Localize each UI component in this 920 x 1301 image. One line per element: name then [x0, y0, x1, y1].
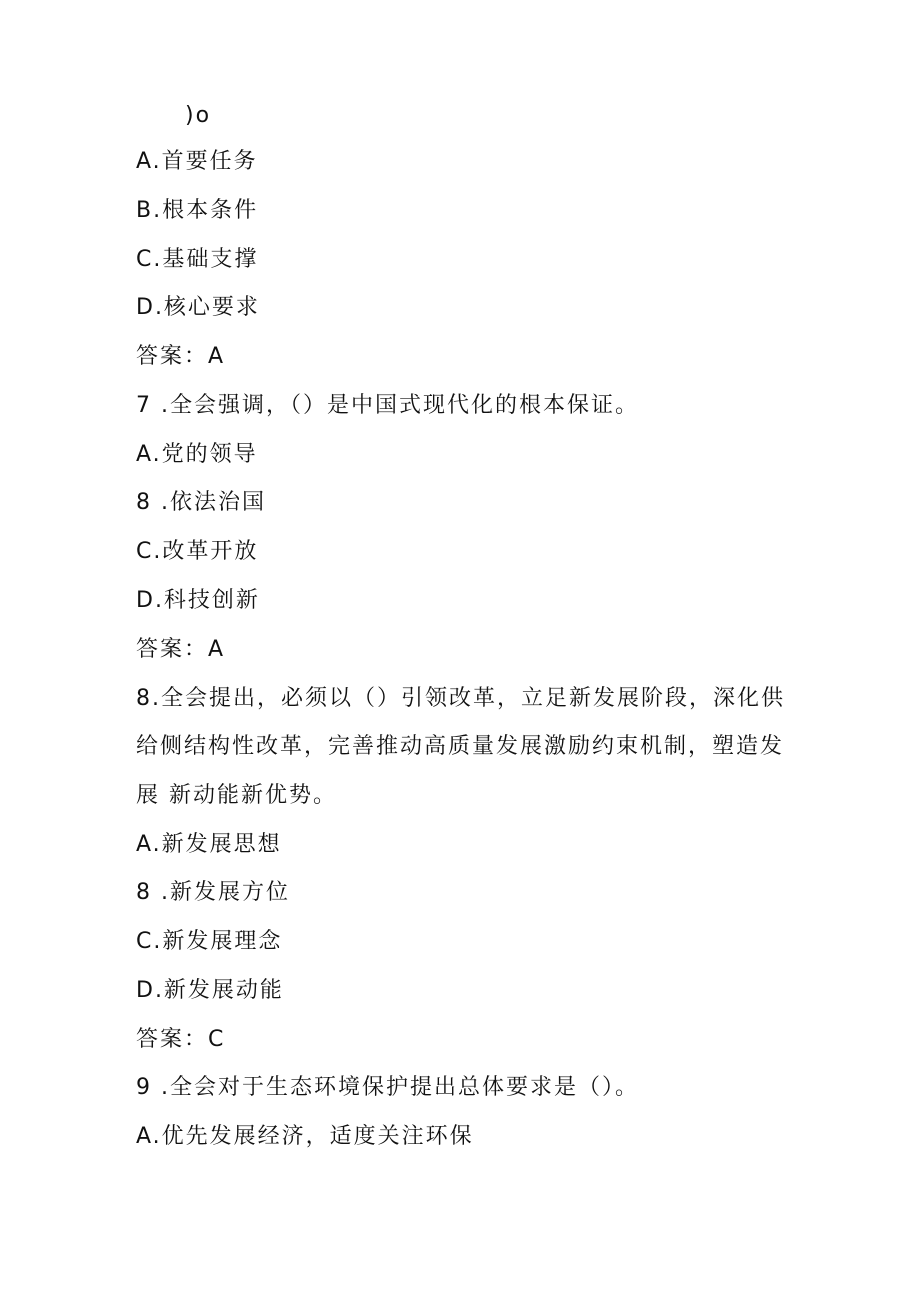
q8-option-c: C.新发展理念 — [136, 929, 283, 954]
q8-answer: 答案：C — [136, 1027, 226, 1052]
q6-option-b: B.根本条件 — [136, 198, 259, 223]
q8-option-d: D.新发展动能 — [136, 978, 284, 1003]
q6-option-a: A.首要任务 — [136, 149, 258, 174]
q7-option-b: 8 .依法治国 — [136, 490, 266, 515]
q6-option-d: D.核心要求 — [136, 295, 260, 320]
q8-option-a: A.新发展思想 — [136, 832, 282, 857]
question-6-stem-tail: )o — [185, 103, 212, 128]
q7-answer: 答案：A — [136, 637, 226, 662]
question-7-stem: 7 .全会强调，（）是中国式现代化的根本保证。 — [136, 393, 639, 418]
question-9-stem: 9 .全会对于生态环境保护提出总体要求是（）。 — [136, 1075, 639, 1100]
q6-answer: 答案：A — [136, 344, 226, 369]
q6-option-c: C.基础支撑 — [136, 247, 259, 272]
question-8-stem-line-1: 8.全会提出，必须以（）引领改革，立足新发展阶段，深化供 — [136, 686, 785, 711]
q8-option-b: 8 .新发展方位 — [136, 880, 290, 905]
q7-option-a: A.党的领导 — [136, 442, 258, 467]
q9-option-a: A.优先发展经济，适度关注环保 — [136, 1124, 474, 1149]
q7-option-d: D.科技创新 — [136, 588, 260, 613]
q7-option-c: C.改革开放 — [136, 539, 259, 564]
question-8-stem-line-2: 给侧结构性改革，完善推动高质量发展激励约束机制，塑造发 — [136, 734, 785, 759]
question-8-stem-line-3: 展 新动能新优势。 — [136, 783, 337, 808]
